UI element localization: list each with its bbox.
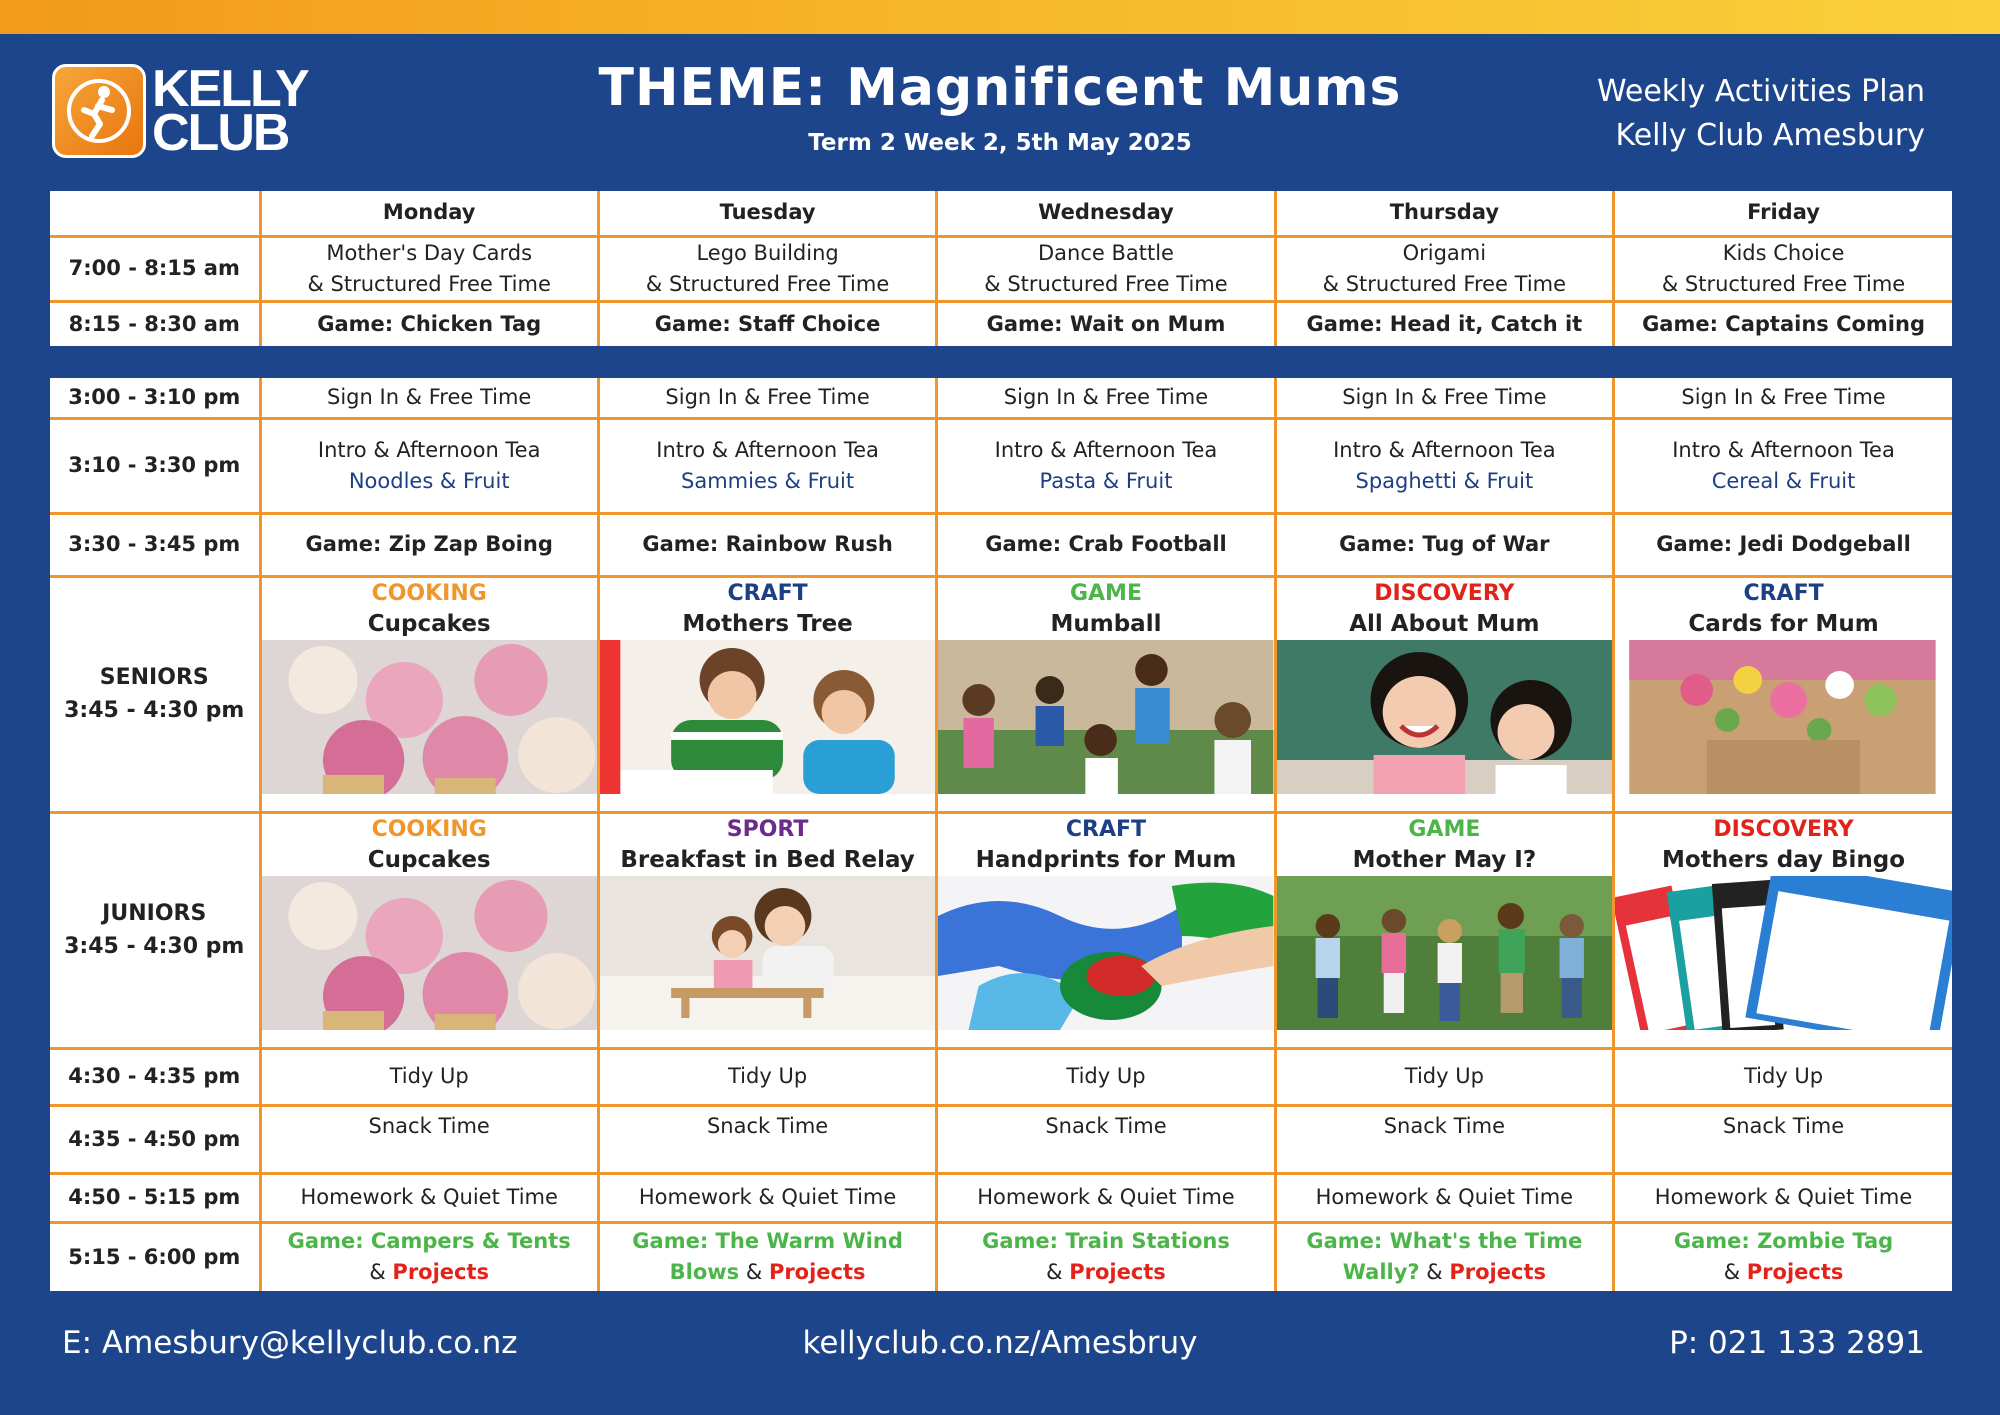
activity-name: Dance Battle [1037, 240, 1174, 265]
game-projects-cell [598, 1222, 936, 1291]
laughing-girls-image [1277, 640, 1612, 794]
corner-cell [50, 191, 260, 236]
tea-food: Sammies & Fruit [681, 468, 855, 493]
game-cell: Game: Captains Coming [1614, 301, 1952, 346]
juniors-label-cell [50, 812, 260, 1048]
juniors-activity [598, 812, 936, 1048]
page-subtitle: Term 2 Week 2, 5th May 2025 [808, 130, 1192, 156]
game-cell: Game: Rainbow Rush [598, 513, 936, 576]
juniors-activity [1614, 812, 1952, 1048]
table-row [50, 236, 1952, 301]
seniors-activity [598, 576, 936, 812]
table-row [50, 1173, 1952, 1222]
table-row [50, 513, 1952, 576]
table-row [50, 1105, 1952, 1173]
activity-detail: & Structured Free Time [1661, 271, 1906, 296]
handprint-paint-image [938, 876, 1273, 1030]
morning-activity [598, 236, 936, 301]
cupcakes-image [262, 640, 597, 794]
seniors-row [50, 576, 1952, 812]
day-monday: Monday [260, 191, 598, 236]
activity-title: Cupcakes [367, 610, 491, 637]
projects-label: Projects [768, 1260, 866, 1285]
cupcakes-image [262, 876, 597, 1030]
tea-label: Intro & Afternoon Tea [1333, 437, 1556, 462]
time-label: 3:00 - 3:10 pm [50, 378, 260, 418]
snack-cell: Snack Time [598, 1105, 936, 1173]
time-label: 5:15 - 6:00 pm [50, 1222, 260, 1291]
tea-cell [260, 418, 598, 513]
game-line-continued: Blows [669, 1260, 740, 1285]
logo-text-bottom: CLUB [152, 104, 289, 162]
kids-circle-game-image [938, 640, 1273, 794]
tea-label: Intro & Afternoon Tea [994, 437, 1218, 462]
category-label: COOKING [371, 816, 487, 842]
ampersand: & [745, 1260, 763, 1285]
signin-cell: Sign In & Free Time [1275, 378, 1613, 418]
breakfast-in-bed-image [600, 876, 935, 1030]
tea-label: Intro & Afternoon Tea [656, 437, 879, 462]
snack-cell: Snack Time [1275, 1105, 1613, 1173]
group-label: SENIORS [99, 665, 209, 690]
game-cell: Game: Head it, Catch it [1275, 301, 1613, 346]
day-thursday: Thursday [1275, 191, 1613, 236]
kids-drawing-image [600, 640, 935, 794]
group-time: 3:45 - 4:30 pm [64, 698, 245, 723]
seniors-activity [260, 576, 598, 812]
projects-line [938, 1257, 1273, 1288]
tea-food: Pasta & Fruit [1039, 468, 1173, 493]
projects-line [1615, 1257, 1952, 1288]
morning-activity [1614, 236, 1952, 301]
seniors-label-cell [50, 576, 260, 812]
activity-title: Breakfast in Bed Relay [620, 846, 915, 873]
plan-line-2: Kelly Club Amesbury [1615, 118, 1925, 153]
day-friday: Friday [1614, 191, 1952, 236]
tea-label: Intro & Afternoon Tea [317, 437, 541, 462]
homework-cell: Homework & Quiet Time [1275, 1173, 1613, 1222]
activity-name: Kids Choice [1722, 240, 1845, 265]
category-label: CRAFT [727, 580, 808, 606]
ampersand: & [1723, 1260, 1741, 1285]
tidy-cell: Tidy Up [260, 1048, 598, 1105]
game-cell: Game: Jedi Dodgeball [1614, 513, 1952, 576]
game-cell: Game: Staff Choice [598, 301, 936, 346]
juniors-activity [1275, 812, 1613, 1048]
activity-detail: & Structured Free Time [307, 271, 551, 296]
time-label: 8:15 - 8:30 am [50, 301, 260, 346]
game-cell: Game: Crab Football [937, 513, 1275, 576]
ampersand: & [1426, 1260, 1443, 1285]
footer-email[interactable]: E: Amesbury@kellyclub.co.nz [62, 1325, 518, 1361]
projects-label: Projects [392, 1260, 490, 1285]
tea-cell [1275, 418, 1613, 513]
category-label: GAME [1408, 816, 1481, 842]
time-label: 3:10 - 3:30 pm [50, 418, 260, 513]
seniors-activity [1275, 576, 1613, 812]
tidy-cell: Tidy Up [937, 1048, 1275, 1105]
flower-card-image [1615, 640, 1952, 794]
kids-running-image [1277, 876, 1612, 1030]
plan-info [1597, 70, 1925, 158]
plan-line-1: Weekly Activities Plan [1596, 74, 1925, 109]
table-row [50, 378, 1952, 418]
activity-title: Mothers day Bingo [1662, 846, 1906, 873]
category-label: CRAFT [1743, 580, 1824, 606]
snack-cell: Snack Time [260, 1105, 598, 1173]
ampersand: & [1046, 1260, 1063, 1285]
tea-food: Spaghetti & Fruit [1355, 468, 1534, 493]
day-tuesday: Tuesday [598, 191, 936, 236]
tea-cell [598, 418, 936, 513]
group-label: JUNIORS [102, 901, 207, 926]
projects-label: Projects [1746, 1260, 1844, 1285]
morning-activity [937, 236, 1275, 301]
game-line: Game: Zombie Tag [1673, 1229, 1894, 1254]
morning-table [50, 191, 1952, 346]
time-label: 7:00 - 8:15 am [50, 236, 260, 301]
projects-line [262, 1257, 597, 1288]
signin-cell: Sign In & Free Time [937, 378, 1275, 418]
tea-food: Cereal & Fruit [1711, 468, 1856, 493]
tidy-cell: Tidy Up [598, 1048, 936, 1105]
afternoon-table [50, 378, 1952, 1291]
homework-cell: Homework & Quiet Time [1614, 1173, 1952, 1222]
footer-phone[interactable]: P: 021 133 2891 [1669, 1325, 1925, 1361]
category-label: COOKING [371, 580, 487, 606]
activity-title: All About Mum [1349, 610, 1540, 637]
snack-cell: Snack Time [1614, 1105, 1952, 1173]
table-row [50, 1222, 1952, 1291]
category-label: DISCOVERY [1374, 580, 1515, 606]
page-title: THEME: Magnificent Mums [598, 58, 1402, 118]
tea-label: Intro & Afternoon Tea [1672, 437, 1895, 462]
category-label: DISCOVERY [1713, 816, 1854, 842]
game-line: Game: Campers & Tents [287, 1229, 571, 1254]
juniors-row [50, 812, 1952, 1048]
activity-detail: & Structured Free Time [984, 271, 1228, 296]
activity-title: Handprints for Mum [975, 846, 1237, 873]
signin-cell: Sign In & Free Time [1614, 378, 1952, 418]
homework-cell: Homework & Quiet Time [937, 1173, 1275, 1222]
activity-title: Cupcakes [367, 846, 491, 873]
time-label: 3:30 - 3:45 pm [50, 513, 260, 576]
time-label: 4:50 - 5:15 pm [50, 1173, 260, 1222]
activity-detail: & Structured Free Time [1322, 271, 1567, 296]
activity-title: Mumball [1050, 610, 1162, 637]
projects-line [1277, 1257, 1612, 1288]
time-label: 4:30 - 4:35 pm [50, 1048, 260, 1105]
seniors-activity [1614, 576, 1952, 812]
homework-cell: Homework & Quiet Time [260, 1173, 598, 1222]
ampersand: & [369, 1260, 386, 1285]
juniors-activity [260, 812, 598, 1048]
morning-activity [260, 236, 598, 301]
signin-cell: Sign In & Free Time [598, 378, 936, 418]
category-label: CRAFT [1065, 816, 1147, 842]
game-cell: Game: Tug of War [1275, 513, 1613, 576]
game-projects-cell [937, 1222, 1275, 1291]
game-line: Game: The Warm Wind [632, 1229, 903, 1254]
footer-website[interactable]: kellyclub.co.nz/Amesbruy [802, 1325, 1198, 1361]
activity-name: Mother's Day Cards [326, 240, 533, 265]
activity-name: Origami [1402, 240, 1487, 265]
activity-title: Mother May I? [1352, 846, 1537, 873]
bingo-cards-image [1615, 876, 1952, 1030]
table-row [50, 418, 1952, 513]
activity-title: Mothers Tree [682, 610, 853, 637]
projects-label: Projects [1069, 1260, 1166, 1285]
tidy-cell: Tidy Up [1614, 1048, 1952, 1105]
game-line: Game: What's the Time [1306, 1229, 1583, 1254]
game-line-continued: Wally? [1342, 1260, 1420, 1285]
logo-text-top: KELLY [152, 60, 308, 118]
activity-title: Cards for Mum [1688, 610, 1879, 637]
activity-detail: & Structured Free Time [645, 271, 890, 296]
game-projects-cell [1614, 1222, 1952, 1291]
category-label: GAME [1069, 580, 1142, 606]
day-header-row [50, 191, 1952, 236]
morning-activity [1275, 236, 1613, 301]
time-label: 4:35 - 4:50 pm [50, 1105, 260, 1173]
table-row [50, 301, 1952, 346]
tidy-cell: Tidy Up [1275, 1048, 1613, 1105]
tea-cell [937, 418, 1275, 513]
tea-food: Noodles & Fruit [348, 468, 510, 493]
day-wednesday: Wednesday [937, 191, 1275, 236]
game-cell: Game: Chicken Tag [260, 301, 598, 346]
table-row [50, 1048, 1952, 1105]
projects-line [600, 1257, 935, 1288]
game-line: Game: Train Stations [982, 1229, 1230, 1254]
group-time: 3:45 - 4:30 pm [64, 934, 245, 959]
game-projects-cell [260, 1222, 598, 1291]
juniors-activity [937, 812, 1275, 1048]
game-projects-cell [1275, 1222, 1613, 1291]
homework-cell: Homework & Quiet Time [598, 1173, 936, 1222]
game-cell: Game: Zip Zap Boing [260, 513, 598, 576]
game-cell: Game: Wait on Mum [937, 301, 1275, 346]
seniors-activity [937, 576, 1275, 812]
top-accent-bar [0, 0, 2000, 34]
projects-label: Projects [1449, 1260, 1546, 1285]
activity-name: Lego Building [696, 240, 839, 265]
snack-cell: Snack Time [937, 1105, 1275, 1173]
category-label: SPORT [726, 816, 809, 842]
tea-cell [1614, 418, 1952, 513]
signin-cell: Sign In & Free Time [260, 378, 598, 418]
